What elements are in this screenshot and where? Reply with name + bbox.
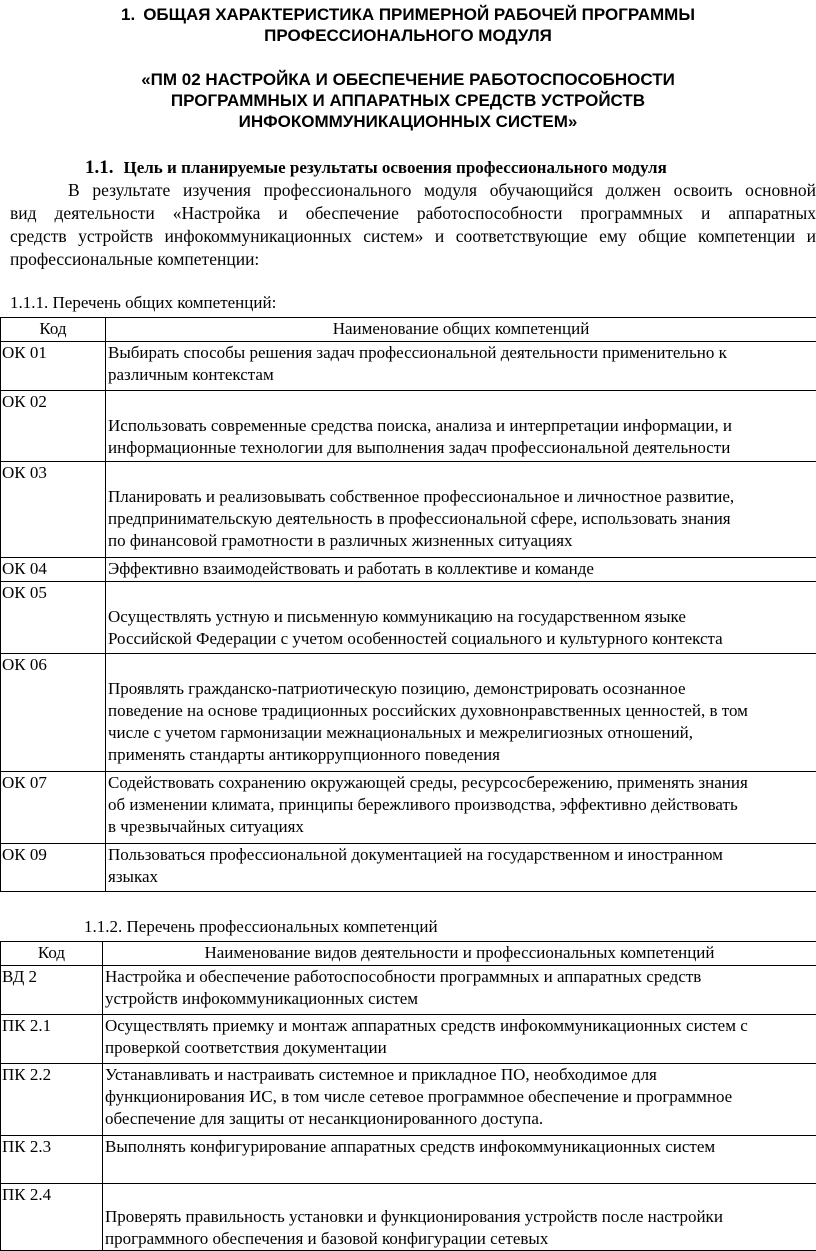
competency-description [106, 844, 816, 892]
description-line: Выбирать способы решения задач профессиональной деятельности применительно к [108, 342, 816, 364]
table-row [1, 654, 816, 772]
description-line: в чрезвычайных ситуациях [108, 816, 816, 838]
description-line: Использовать современные средства поиска, анализа и интерпретации информации, и [108, 415, 816, 437]
subsection-title: Цель и планируемые результаты освоения профессионального модуля [124, 158, 667, 177]
section-heading [0, 4, 816, 46]
description-line: Проверять правильность установки и функционирования устройств после настройки [105, 1206, 816, 1228]
description-line: поведение на основе традиционных российских духовнонравственных ценностей, в том [108, 700, 816, 722]
competency-description [106, 772, 816, 844]
description-line: применять стандарты антикоррупционного поведения [108, 744, 816, 766]
description-line: Осуществлять приемку и монтаж аппаратных средств инфокоммуникационных систем с [105, 1015, 816, 1037]
competency-description [103, 966, 816, 1015]
description-line: Осуществлять устную и письменную коммуникацию на государственном языке [108, 606, 816, 628]
table-row [1, 1064, 816, 1136]
description-line: Планировать и реализовывать собственное профессиональное и личностное развитие, [108, 486, 816, 508]
table-row [1, 462, 816, 558]
competency-description [103, 1064, 816, 1136]
description-line: Российской Федерации с учетом особенностей социального и культурного контекста [108, 628, 816, 650]
description-line: предпринимательскую деятельность в профессиональной сфере, использовать знания [108, 508, 816, 530]
competency-description [106, 654, 816, 772]
module-title [0, 69, 816, 132]
description-line: Содействовать сохранению окружающей среды, ресурсосбережению, применять знания [108, 772, 816, 794]
subsection-heading [85, 157, 667, 179]
table-row [1, 342, 816, 391]
description-line: Выполнять конфигурирование аппаратных средств инфокоммуникационных систем [105, 1136, 816, 1158]
competency-code: ОК 01 [1, 342, 106, 391]
description-line: проверкой соответствия документации [105, 1037, 816, 1059]
competency-code: ПК 2.1 [1, 1015, 103, 1064]
general-competencies-caption: 1.1.1. Перечень общих компетенций: [10, 293, 276, 313]
section-number: 1. [121, 5, 135, 24]
competency-code: ОК 02 [1, 391, 106, 462]
competency-code: ОК 04 [1, 558, 106, 582]
description-line: функционирования ИС, в том числе сетевое программное обеспечение и программное [105, 1086, 816, 1108]
column-header-code: Код [1, 942, 103, 966]
competency-code: ОК 07 [1, 772, 106, 844]
intro-paragraph [10, 179, 816, 271]
module-title-line: «ПМ 02 НАСТРОЙКА И ОБЕСПЕЧЕНИЕ РАБОТОСПОСОБНОСТИ [0, 69, 816, 90]
table-row [1, 582, 816, 654]
professional-competencies-table [0, 941, 816, 1251]
table-row [1, 391, 816, 462]
intro-line: профессиональные компетенции: [10, 248, 816, 271]
table-row [1, 1136, 816, 1184]
intro-line: средств устройств инфокоммуникационных систем» и соответствующие ему общие компетенции и [10, 225, 816, 248]
table-row [1, 1015, 816, 1064]
table-row [1, 772, 816, 844]
description-line: Устанавливать и настраивать системное и прикладное ПО, необходимое для [105, 1064, 816, 1086]
competency-description [103, 1184, 816, 1251]
description-line: обеспечение для защиты от несанкционированного доступа. [105, 1108, 816, 1130]
competency-code: ВД 2 [1, 966, 103, 1015]
table-header-row [1, 318, 816, 342]
intro-line: В результате изучения профессионального модуля обучающийся должен освоить основной [10, 179, 816, 202]
general-competencies-table [0, 317, 816, 892]
description-line: различным контекстам [108, 364, 816, 386]
professional-competencies-caption: 1.1.2. Перечень профессиональных компетенций [84, 917, 438, 937]
competency-description [106, 462, 816, 558]
description-line: Проявлять гражданско-патриотическую позицию, демонстрировать осознанное [108, 678, 816, 700]
competency-description [106, 391, 816, 462]
module-title-line: ИНФОКОММУНИКАЦИОННЫХ СИСТЕМ» [0, 111, 816, 132]
section-title-line: ПРОФЕССИОНАЛЬНОГО МОДУЛЯ [0, 25, 816, 46]
column-header-code: Код [1, 318, 106, 342]
description-line: программного обеспечения и базовой конфигурации сетевых [105, 1228, 816, 1250]
table-row [1, 1184, 816, 1251]
competency-code: ПК 2.4 [1, 1184, 103, 1251]
table-row [1, 558, 816, 582]
table-row [1, 966, 816, 1015]
description-line: об изменении климата, принципы бережливого производства, эффективно действовать [108, 794, 816, 816]
description-line: устройств инфокоммуникационных систем [105, 988, 816, 1010]
description-line: числе с учетом гармонизации межнациональных и межрелигиозных отношений, [108, 722, 816, 744]
competency-code: ОК 09 [1, 844, 106, 892]
column-header-name: Наименование общих компетенций [106, 318, 816, 342]
competency-code: ОК 05 [1, 582, 106, 654]
competency-description [103, 1015, 816, 1064]
description-line: по финансовой грамотности в различных жизненных ситуациях [108, 530, 816, 552]
competency-code: ПК 2.2 [1, 1064, 103, 1136]
section-title-line: ОБЩАЯ ХАРАКТЕРИСТИКА ПРИМЕРНОЙ РАБОЧЕЙ ПРОГРАММЫ [143, 5, 695, 24]
table-row [1, 844, 816, 892]
description-line: информационные технологии для выполнения задач профессиональной деятельности [108, 437, 816, 459]
competency-code: ОК 06 [1, 654, 106, 772]
competency-description [103, 1136, 816, 1184]
description-line: Эффективно взаимодействовать и работать в коллективе и команде [108, 558, 816, 580]
column-header-name: Наименование видов деятельности и профессиональных компетенций [103, 942, 816, 966]
competency-description [106, 582, 816, 654]
description-line: языках [108, 866, 816, 888]
description-line: Пользоваться профессиональной документацией на государственном и иностранном [108, 844, 816, 866]
table-header-row [1, 942, 816, 966]
intro-line: вид деятельности «Настройка и обеспечение работоспособности программных и аппаратных [10, 202, 816, 225]
competency-code: ОК 03 [1, 462, 106, 558]
competency-code: ПК 2.3 [1, 1136, 103, 1184]
competency-description [106, 558, 816, 582]
module-title-line: ПРОГРАММНЫХ И АППАРАТНЫХ СРЕДСТВ УСТРОЙСТВ [0, 90, 816, 111]
competency-description [106, 342, 816, 391]
description-line: Настройка и обеспечение работоспособности программных и аппаратных средств [105, 966, 816, 988]
subsection-number: 1.1. [85, 157, 114, 178]
